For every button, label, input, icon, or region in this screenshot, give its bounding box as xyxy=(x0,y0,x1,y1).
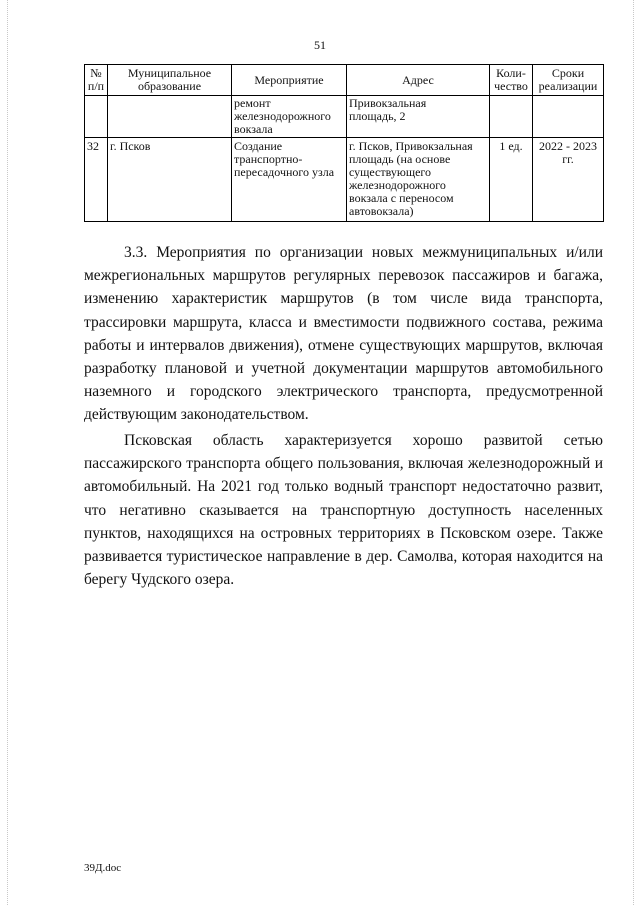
cell-address: г. Псков, Привокзальная площадь (на основе существующего железнодорожного вокзала с переносом автовокзала) xyxy=(347,138,490,222)
body-paragraph: 3.3. Мероприятия по организации новых межмуниципальных и/или межрегиональных маршрутов регулярных перевозок пассажиров и багажа, изменению характеристик маршрутов (в том числе вида транспорта, трассировки маршрута, класса и вместимости подвижного состава, режима работы и интервалов движения), отмене существующих маршрутов, включая разработку плановой и учетной документации маршрутов автомобильного наземного и городского электрического транспорта, предусмотренной действующим законодательством. xyxy=(84,244,603,424)
cell-period: 2022 - 2023 гг. xyxy=(533,138,604,222)
table-row xyxy=(85,138,604,222)
footer-filename: 39Д.doc xyxy=(84,862,122,874)
cell-period xyxy=(533,96,604,138)
cell-municipality: г. Псков xyxy=(108,138,232,222)
cell-num xyxy=(85,96,108,138)
header-quantity: Коли- чество xyxy=(490,65,533,96)
cell-municipality xyxy=(108,96,232,138)
header-period: Сроки реализации xyxy=(533,65,604,96)
scan-edge-right xyxy=(633,0,634,905)
table-row xyxy=(85,96,604,138)
header-num: № п/п xyxy=(85,65,108,96)
table-header-row xyxy=(85,65,604,96)
cell-event: ремонт железнодорожного вокзала xyxy=(232,96,347,138)
measures-table xyxy=(84,64,604,222)
cell-quantity: 1 ед. xyxy=(490,138,533,222)
cell-event: Создание транспортно- пересадочного узла xyxy=(232,138,347,222)
body-paragraph: Псковская область характеризуется хорошо развитой сетью пассажирского транспорта общего пользования, включая железнодорожный и автомобильный. На 2021 год только водный транспорт недостаточно развит, что негативно сказывается на транспортную доступность населенных пунктов, находящихся на островных территориях в Псковском озере. Также развивается туристическое направление в дер. Самолва, которая находится на берегу Чудского озера. xyxy=(84,432,603,589)
scan-edge-left xyxy=(7,0,8,905)
header-event: Мероприятие xyxy=(232,65,347,96)
cell-address: Привокзальная площадь, 2 xyxy=(347,96,490,138)
page-number: 51 xyxy=(314,38,326,52)
header-municipality: Муниципальное образование xyxy=(108,65,232,96)
cell-num: 32 xyxy=(85,138,108,222)
cell-quantity xyxy=(490,96,533,138)
header-address: Адрес xyxy=(347,65,490,96)
